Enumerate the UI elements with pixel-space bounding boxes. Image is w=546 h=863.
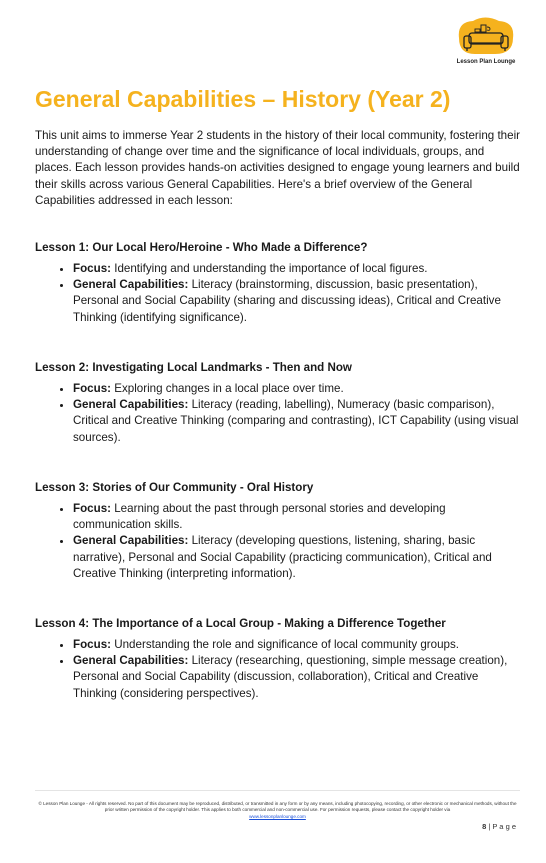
lesson-heading: Lesson 4: The Importance of a Local Group - Making a Difference Together <box>35 617 446 630</box>
focus-text: Learning about the past through personal stories and developing communication skills. <box>73 502 446 532</box>
focus-text: Exploring changes in a local place over time. <box>111 382 344 395</box>
lesson-bullets <box>35 637 520 702</box>
footer-copyright <box>35 801 520 820</box>
focus-item <box>73 381 520 397</box>
capabilities-text: Literacy (reading, labelling), Numeracy (basic comparison), Critical and Creative Thinking (comparing and contrasting), ICT Capability (using visual sources). <box>73 398 519 444</box>
lesson-heading: Lesson 1: Our Local Hero/Heroine - Who Made a Difference? <box>35 241 368 254</box>
lesson-3-section <box>35 481 520 582</box>
lesson-4-section <box>35 617 520 702</box>
page-number <box>482 822 516 831</box>
website-link[interactable]: www.lessonplanlounge.com <box>249 813 306 819</box>
focus-text: Identifying and understanding the importance of local figures. <box>111 262 428 275</box>
page-number-value: 8 <box>482 822 487 831</box>
focus-item <box>73 637 520 653</box>
lesson-2-section <box>35 361 520 446</box>
lesson-heading: Lesson 2: Investigating Local Landmarks - Then and Now <box>35 361 352 374</box>
capabilities-text: Literacy (brainstorming, discussion, basic presentation), Personal and Social Capability (sharing and discussing ideas), Critical and Creative Thinking (identifying significance). <box>73 278 501 324</box>
brand-logo <box>455 16 517 65</box>
focus-label: Focus: <box>73 638 112 651</box>
brand-name: Lesson Plan Lounge <box>456 59 516 65</box>
page-title: General Capabilities – History (Year 2) <box>35 86 451 112</box>
capabilities-label: General Capabilities: <box>73 398 189 412</box>
focus-item <box>73 261 520 277</box>
capabilities-label: General Capabilities: <box>73 534 189 548</box>
footer-divider <box>35 790 520 791</box>
focus-label: Focus: <box>73 502 112 515</box>
lesson-bullets <box>35 381 520 446</box>
focus-item <box>73 501 520 533</box>
capabilities-text: Literacy (researching, questioning, simple message creation), Personal and Social Capability (discussion, collaboration), Critical and Creative Thinking (considering perspectives). <box>73 654 508 700</box>
intro-paragraph: This unit aims to immerse Year 2 students in the history of their local community, fostering their understanding of change over time and the significance of local individuals, groups, and places. Each lesson provides hands-on activities designed to engage young learners and build their skills across various General Capabilities. Here's a brief overview of the General Capabilities addressed in each lesson: <box>35 129 521 207</box>
capabilities-item <box>73 533 520 582</box>
sofa-logo-icon <box>455 16 517 58</box>
focus-label: Focus: <box>73 382 112 395</box>
capabilities-text: Literacy (developing questions, listening, sharing, basic narrative), Personal and Social Capability (practicing communication), Critical and Creative Thinking (interpreting information). <box>73 534 492 580</box>
lesson-1-section <box>35 241 520 326</box>
focus-label: Focus: <box>73 262 112 275</box>
lesson-bullets <box>35 261 520 326</box>
capabilities-label: General Capabilities: <box>73 654 189 668</box>
focus-text: Understanding the role and significance of local community groups. <box>111 638 460 651</box>
capabilities-label: General Capabilities: <box>73 278 189 292</box>
capabilities-item <box>73 397 520 446</box>
page-label: | P a g e <box>488 822 516 831</box>
lesson-heading: Lesson 3: Stories of Our Community - Oral History <box>35 481 314 494</box>
copyright-text: © Lesson Plan Lounge - All rights reserved. No part of this document may be reproduced, distributed, or transmitted in any form or by any means, including photocopying, recording, or other electronic or mechanical methods, without the prior written permission of the copyright holder. This applies to both commercial and non-commercial use. For permission requests, please contact the copyright holder via <box>38 801 517 813</box>
capabilities-item <box>73 653 520 702</box>
capabilities-item <box>73 277 520 326</box>
lesson-bullets <box>35 501 520 582</box>
